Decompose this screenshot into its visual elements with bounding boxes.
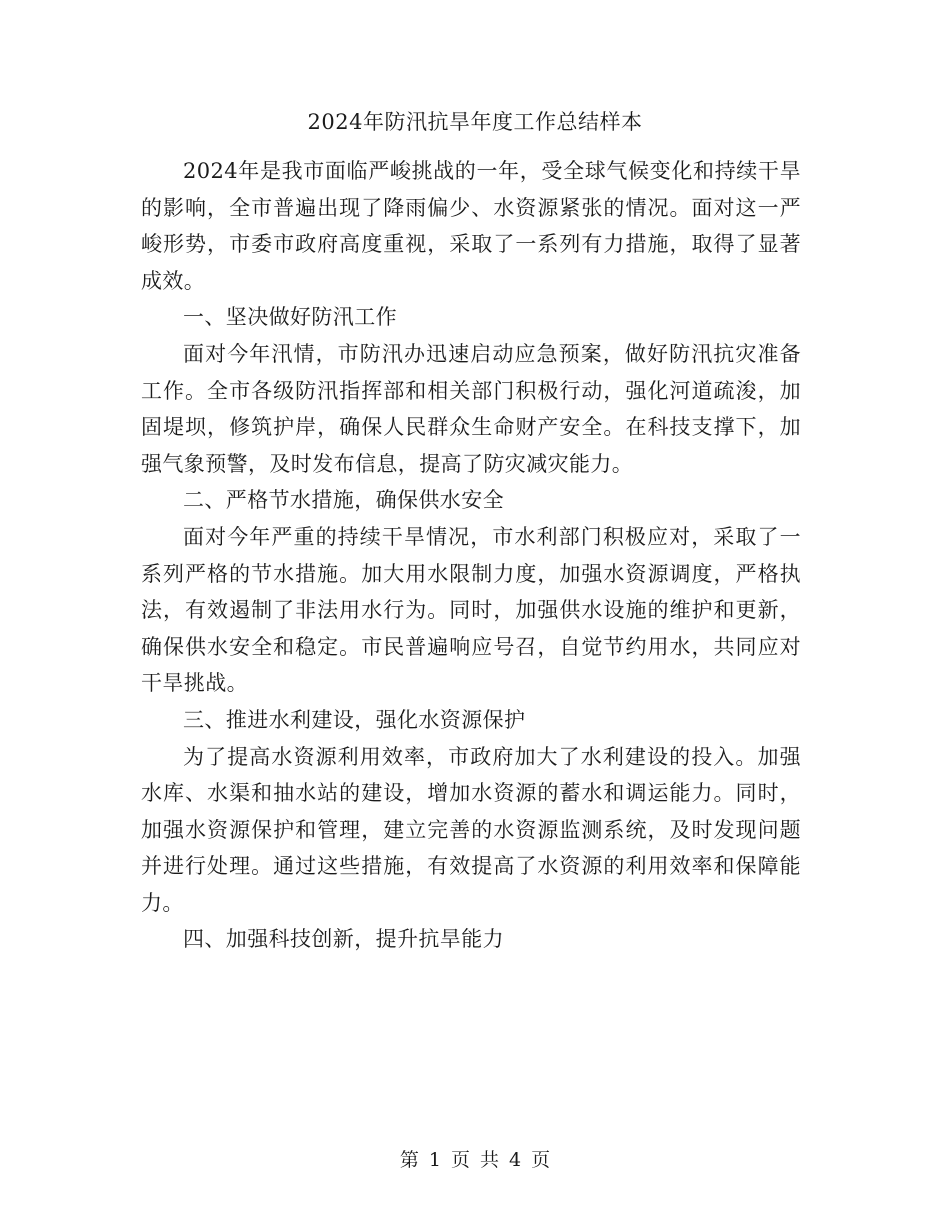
section-heading-4: 四、加强科技创新，提升抗旱能力 [183,927,504,952]
page-title: 2024年防汛抗旱年度工作总结样本 [307,110,643,134]
page-footer: 第 1 页 共 4 页 [399,1149,551,1171]
section-paragraph-3: 为了提高水资源利用效率，市政府加大了水利建设的投入。加强水库、水渠和抽水站的建设，增加水资源的蓄水和调运能力。同时，加强水资源保护和管理，建立完善的水资源监测系统，及时发现问题并进行处理。通过这些措施，有效提高了水资源的利用效率和保障能力。 [141,744,801,915]
section-heading-2: 二、严格节水措施，确保供水安全 [183,488,504,513]
document-body [141,153,801,958]
section-paragraph-1: 面对今年汛情，市防汛办迅速启动应急预案，做好防汛抗灾准备工作。全市各级防汛指挥部和相关部门积极行动，强化河道疏浚，加固堤坝，修筑护岸，确保人民群众生命财产安全。在科技支撑下，加强气象预警，及时发布信息，提高了防灾减灾能力。 [141,341,801,476]
intro-paragraph: 2024年是我市面临严峻挑战的一年，受全球气候变化和持续干旱的影响，全市普遍出现了降雨偏少、水资源紧张的情况。面对这一严峻形势，市委市政府高度重视，采取了一系列有力措施，取得了显著成效。 [141,159,801,293]
section-heading-3: 三、推进水利建设，强化水资源保护 [183,707,526,732]
section-paragraph-2: 面对今年严重的持续干旱情况，市水利部门积极应对，采取了一系列严格的节水措施。加大用水限制力度，加强水资源调度，严格执法，有效遏制了非法用水行为。同时，加强供水设施的维护和更新，确保供水安全和稳定。市民普遍响应号召，自觉节约用水，共同应对干旱挑战。 [141,524,801,696]
section-heading-1: 一、坚决做好防汛工作 [183,305,397,330]
